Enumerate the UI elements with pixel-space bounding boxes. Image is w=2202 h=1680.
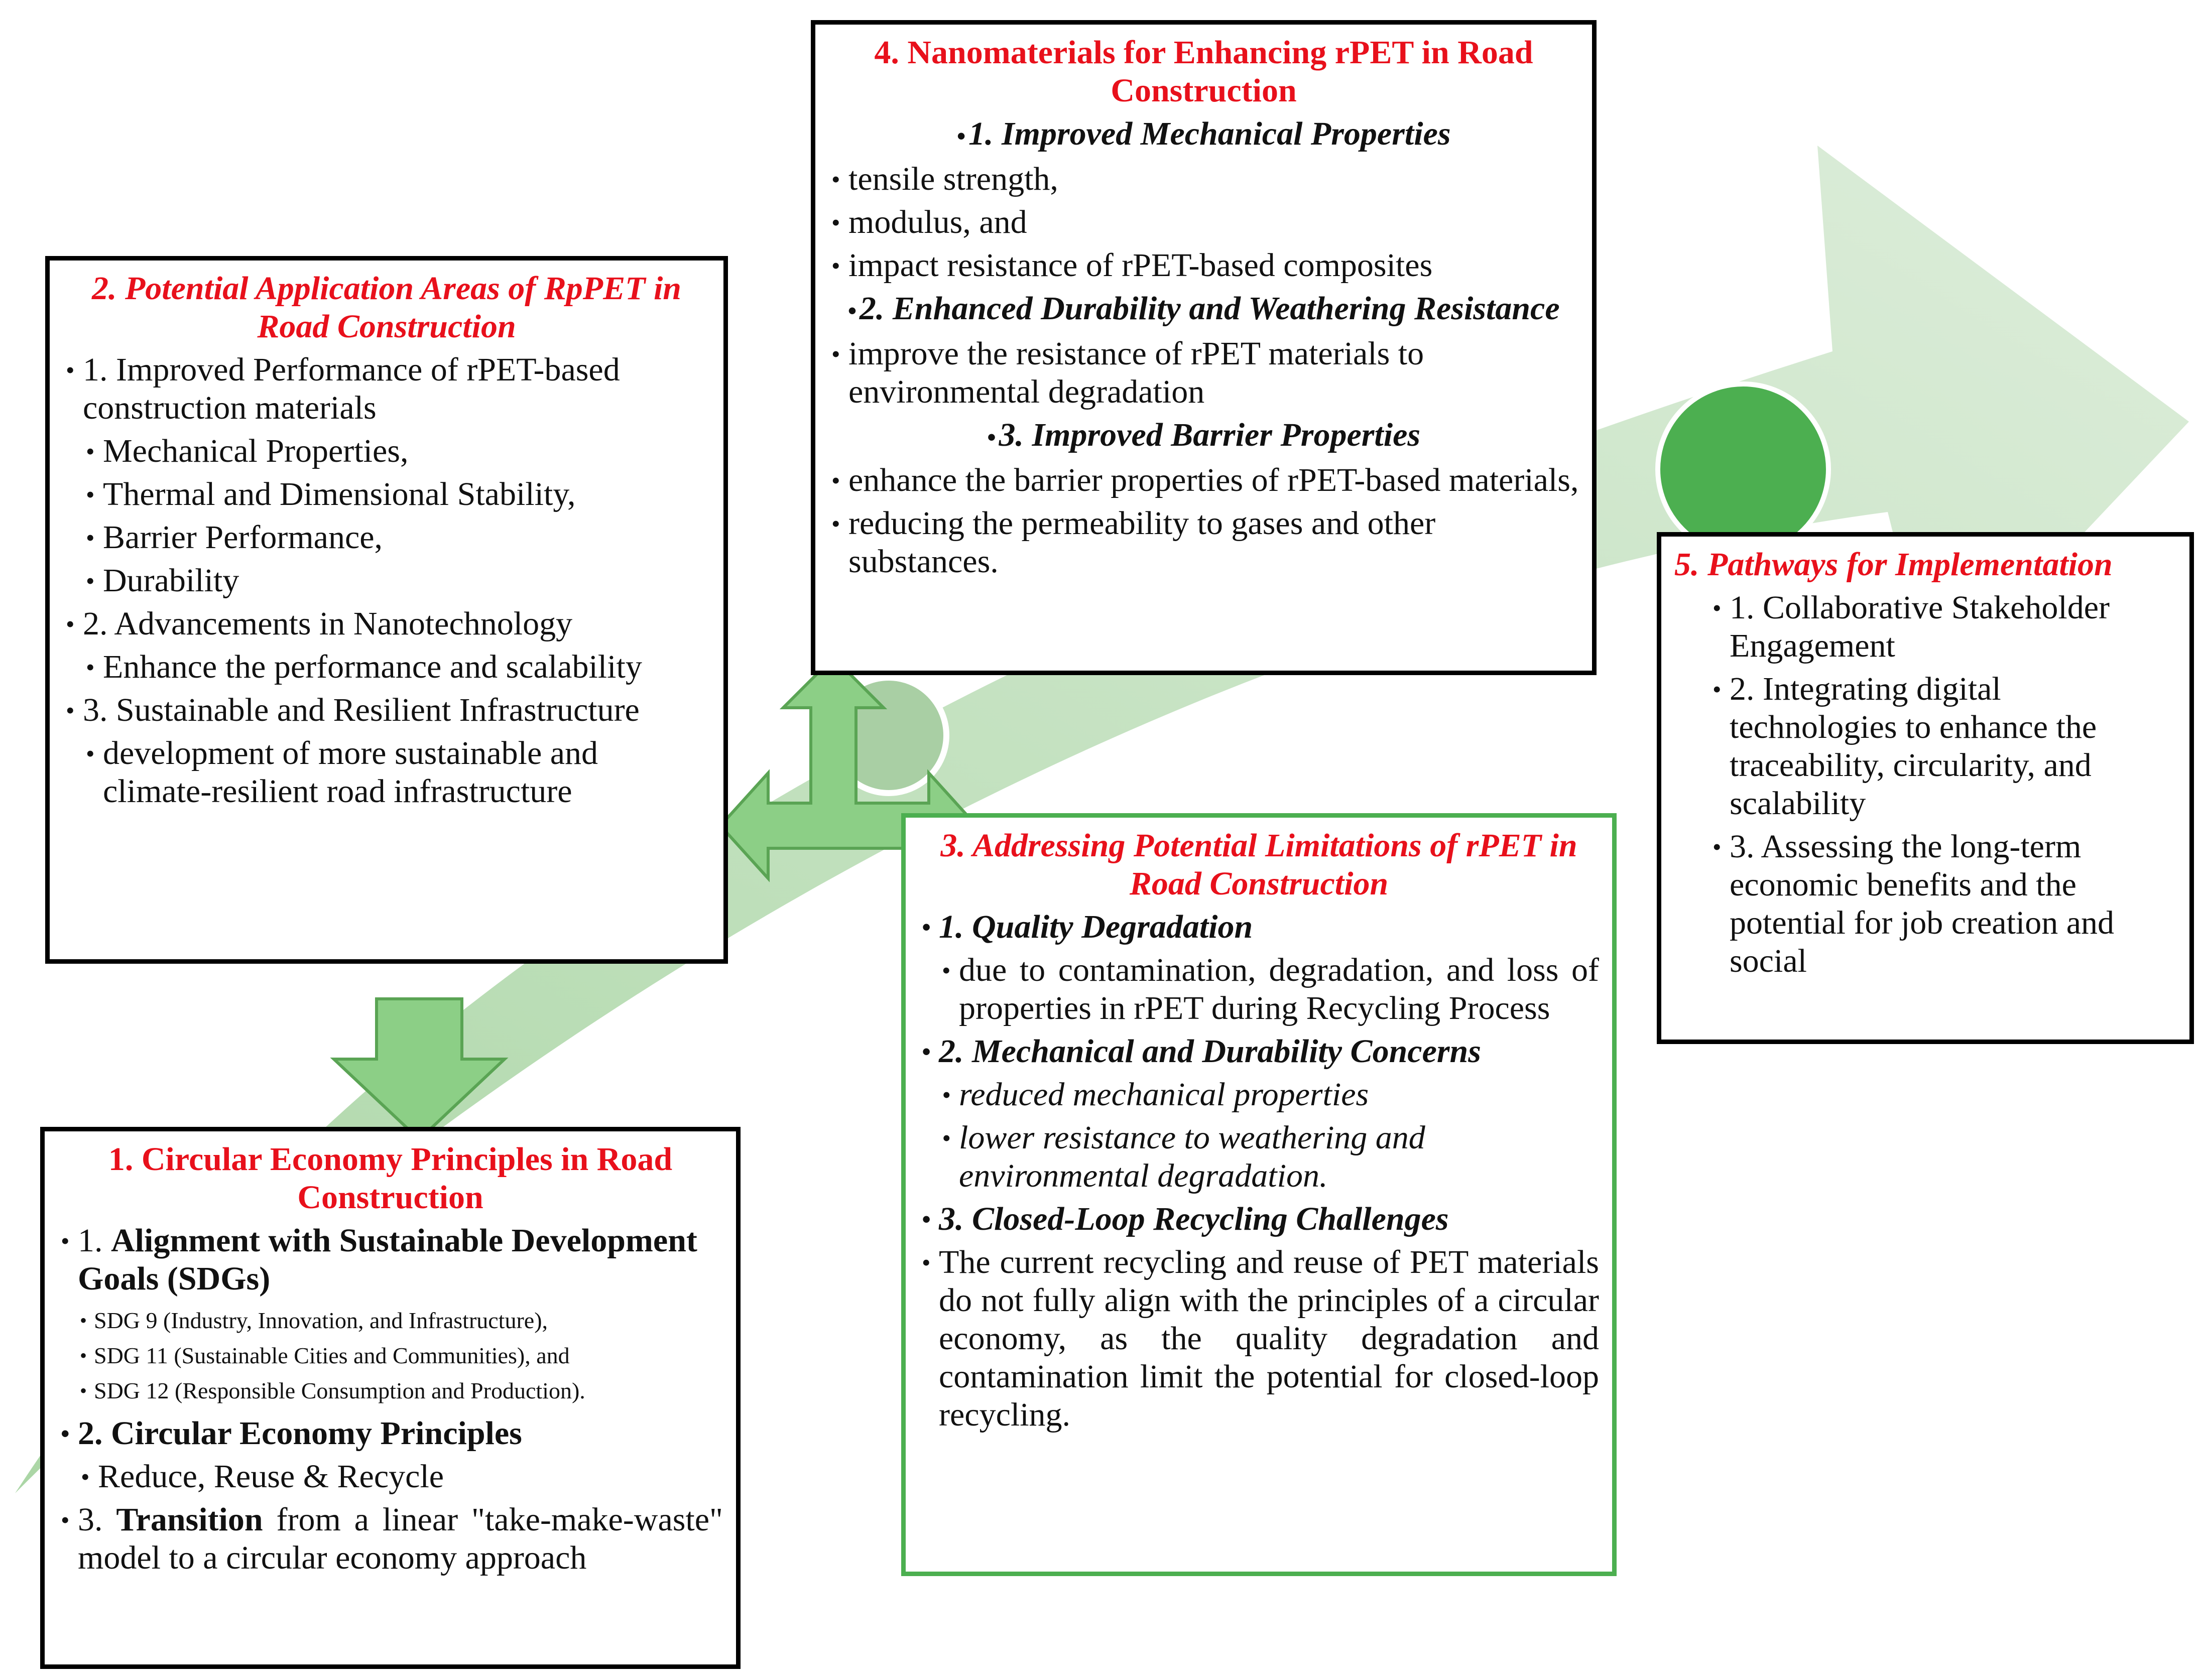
box5-item-3: • 3. Assessing the long-term economic benefits and the potential for job creation and social [1709,828,2176,980]
box4-item-6: • reducing the permeability to gases and other substances. [828,504,1579,581]
box4-heading-3: • 3. Improved Barrier Properties [828,416,1579,456]
box2-sub-2: • Thermal and Dimensional Stability, [83,475,710,513]
box4-item-3: • impact resistance of rPET-based composites [828,246,1579,285]
box1-sdg-9: • SDG 9 (Industry, Innovation, and Infrastructure), [78,1303,723,1338]
box2-sub-5: • Enhance the performance and scalability [83,648,710,686]
box1-item3-prefix: 3. [78,1501,116,1538]
box3-sub-1: • due to contamination, degradation, and loss of properties in rPET during Recycling Process [939,951,1599,1027]
box4-item-4: • improve the resistance of rPET materials to environmental degradation [828,335,1579,411]
box1-item-1 [58,1222,723,1298]
box2-item-2: • 2. Advancements in Nanotechnology [63,605,710,643]
box2-item-1: • 1. Improved Performance of rPET-based construction materials [63,351,710,427]
box5-title: 5. Pathways for Implementation [1674,546,2113,583]
box-pathways [1657,532,2194,1044]
box3-list [919,908,1599,1434]
large-green-circle [1658,384,1828,555]
box2-sub-4: • Durability [83,562,710,600]
box3-text: • The current recycling and reuse of PET materials do not fully align with the principles of a circular economy, as the quality degradation and contamination limit the potential for closed-loop recycling. [919,1243,1599,1434]
box4-item-2: • modulus, and [828,203,1579,241]
box2-item-3: • 3. Sustainable and Resilient Infrastructure [63,691,710,729]
box4-title: 4. Nanomaterials for Enhancing rPET in Road Construction [874,34,1533,109]
box-limitations [901,813,1617,1576]
box5-item-1: • 1. Collaborative Stakeholder Engagement [1709,589,2176,665]
box5-item-2: • 2. Integrating digital technologies to enhance the traceability, circularity, and scalability [1709,670,2176,823]
box1-item-2: • 2. Circular Economy Principles [58,1414,723,1453]
box2-list [63,351,710,811]
box1-item1-prefix: 1. [78,1222,111,1259]
box2-sub-1: • Mechanical Properties, [83,432,710,470]
box4-heading-1: • 1. Improved Mechanical Properties [828,115,1579,155]
box-circular-economy [40,1127,741,1669]
box1-item1-bold: Alignment with Sustainable Development Goals (SDGs) [78,1222,697,1297]
box3-heading-2: • 2. Mechanical and Durability Concerns [919,1032,1599,1071]
box1-sdg-11: • SDG 11 (Sustainable Cities and Communities), and [78,1338,723,1373]
box5-list [1709,589,2176,980]
box4-heading-2: • 2. Enhanced Durability and Weathering Resistance [828,290,1579,330]
box1-item-3 [58,1501,723,1577]
box1-item3-bold: Transition [116,1501,263,1538]
box4-item-5: • enhance the barrier properties of rPET-based materials, [828,461,1579,499]
box-nanomaterials [811,20,1597,675]
box1-title: 1. Circular Economy Principles in Road Construction [108,1141,673,1216]
box1-sub-1: • Reduce, Reuse & Recycle [78,1458,723,1496]
box-application-areas [45,256,728,964]
box3-heading-1: • 1. Quality Degradation [919,908,1599,946]
box1-list [58,1222,723,1577]
box2-sub-3: • Barrier Performance, [83,519,710,557]
box1-sdg-12: • SDG 12 (Responsible Consumption and Production). [78,1373,723,1408]
box3-heading-3: • 3. Closed-Loop Recycling Challenges [919,1200,1599,1238]
box4-item-1: • tensile strength, [828,160,1579,198]
box2-title: 2. Potential Application Areas of RpPET in Road Construction [91,270,681,345]
box3-title: 3. Addressing Potential Limitations of rPET in Road Construction [940,827,1577,902]
box2-sub-6: • development of more sustainable and climate-resilient road infrastructure [83,734,710,811]
box3-sub-3: • lower resistance to weathering and environmental degradation. [939,1119,1599,1195]
box3-sub-2: • reduced mechanical properties [939,1076,1599,1114]
box1-item3-rest: from a linear "take-make-waste" model to a circular economy approach [78,1501,723,1576]
box4-list [828,115,1579,581]
